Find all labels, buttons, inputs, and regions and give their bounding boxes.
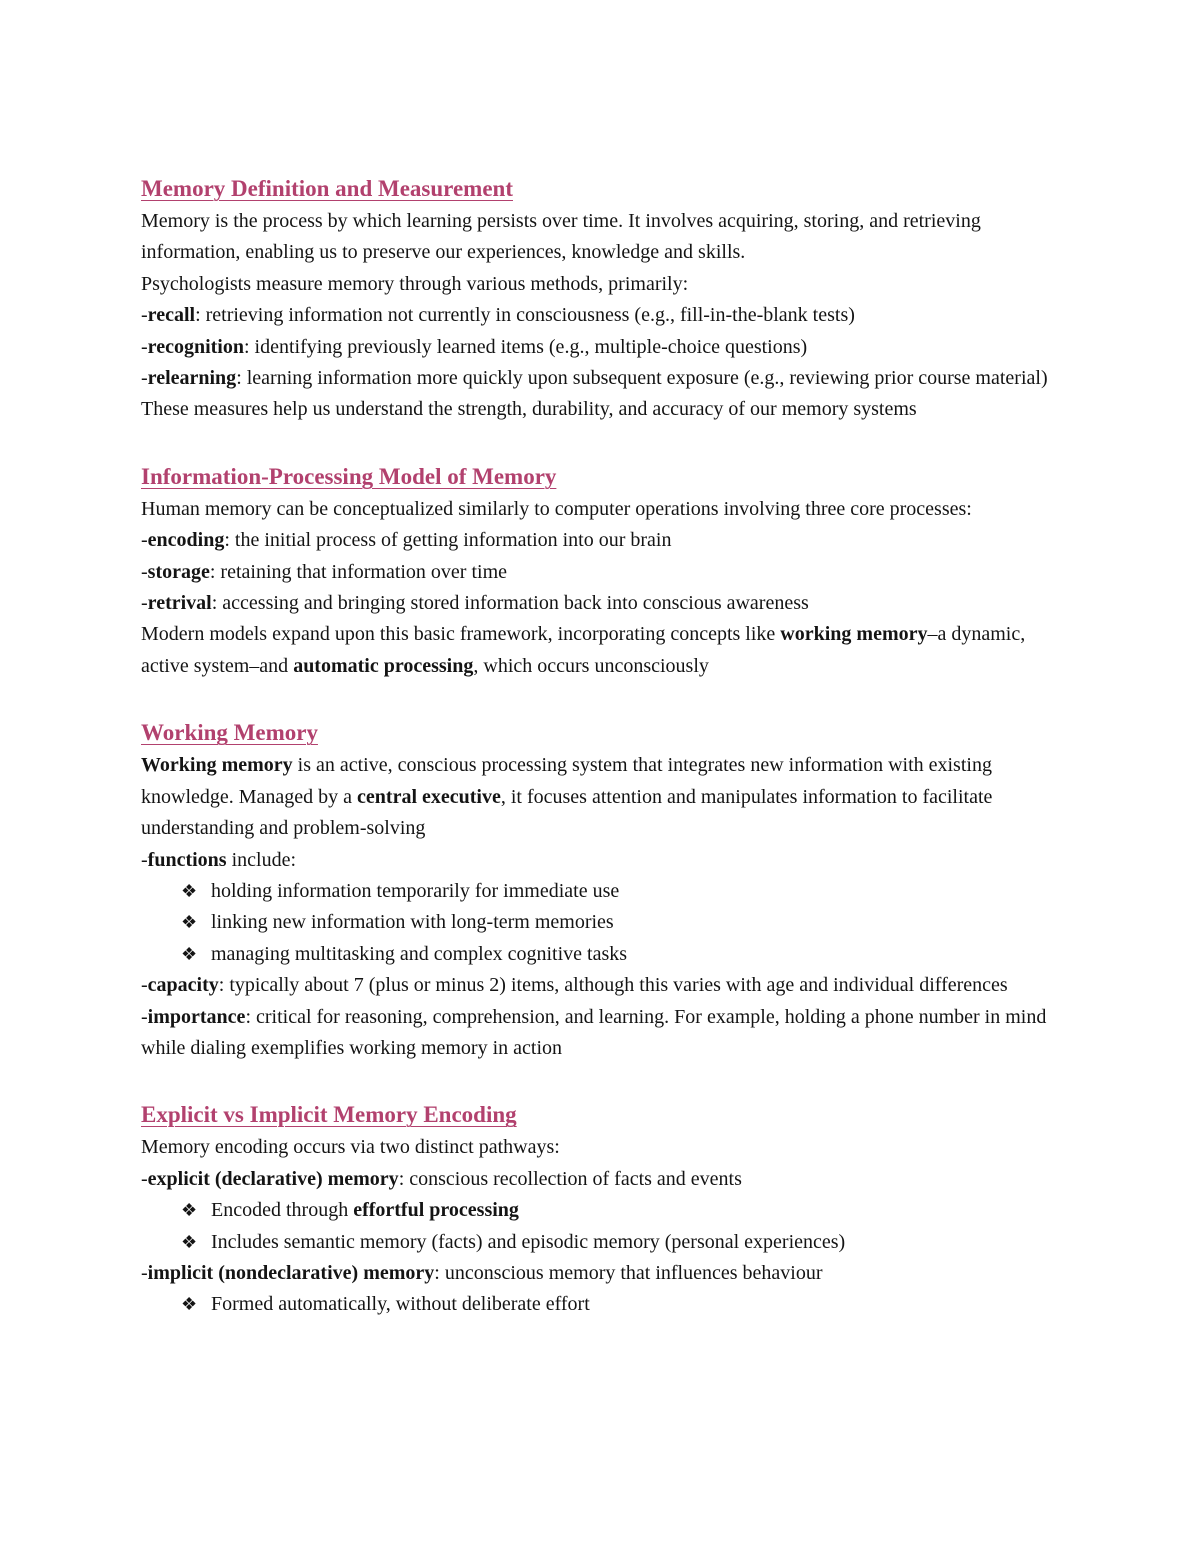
bullet-text: [211, 1195, 519, 1226]
text-run: Modern models expand upon this basic framework, incorporating concepts like: [141, 623, 781, 646]
paragraph-line: [141, 525, 1071, 556]
diamond-bullet-icon: ❖: [181, 880, 198, 901]
text-run: : retrieving information not currently in consciousness (e.g., fill-in-the-blank tests): [195, 304, 855, 327]
text-run: Human memory can be conceptualized similarly to computer operations involving three core processes:: [141, 497, 972, 520]
text-run: : unconscious memory that influences behaviour: [434, 1261, 823, 1284]
bullet-text: [211, 1289, 590, 1320]
paragraph-line: [141, 970, 1071, 1001]
text-run: -: [141, 848, 148, 871]
paragraph-line: [141, 1164, 1071, 1195]
bold-term: implicit (nondeclarative) memory: [147, 1261, 435, 1284]
bold-term: recall: [147, 304, 196, 327]
bullet-list: [141, 1195, 1071, 1258]
bullet-text: [211, 876, 619, 907]
bullet-item: [181, 939, 1071, 970]
text-run: Memory is the process by which learning persists over time. It involves acquiring, storing, and retrieving information, enabling us to preserve our experiences, knowledge and skills.: [141, 210, 981, 264]
bullet-item: [181, 1195, 1071, 1226]
paragraph-line: [141, 619, 1071, 682]
section-heading: Explicit vs Implicit Memory Encoding: [141, 1102, 517, 1128]
paragraph-line: [141, 363, 1071, 394]
text-run: -: [141, 592, 148, 615]
section: [141, 172, 1071, 426]
diamond-bullet-icon: ❖: [181, 1200, 198, 1221]
section-heading: Memory Definition and Measurement: [141, 176, 513, 201]
paragraph-line: [141, 750, 1071, 844]
text-run: -: [141, 974, 148, 997]
bold-term: importance: [147, 1005, 246, 1028]
text-run: : typically about 7 (plus or minus 2) items, although this varies with age and individual differences: [218, 974, 1008, 997]
paragraph-line: [141, 300, 1071, 331]
text-run: -: [141, 367, 148, 390]
bullet-item: [181, 876, 1071, 907]
paragraph-line: [141, 588, 1071, 619]
bold-term: retrival: [147, 592, 212, 615]
diamond-bullet-icon: ❖: [181, 912, 198, 933]
bold-term: encoding: [147, 529, 225, 552]
text-run: -: [141, 335, 148, 358]
paragraph-line: [141, 1002, 1071, 1065]
document-content: [141, 172, 1071, 1355]
text-run: -: [141, 529, 148, 552]
text-run: Psychologists measure memory through various methods, primarily:: [141, 272, 689, 295]
paragraph-line: [141, 1258, 1071, 1289]
paragraph-line: [141, 206, 1071, 269]
bold-term: functions: [147, 848, 227, 871]
paragraph-line: [141, 494, 1071, 525]
text-run: is an active, conscious processing system that integrates new information with existing knowledge. Managed by a: [141, 754, 992, 808]
paragraph-line: [141, 845, 1071, 876]
diamond-bullet-icon: ❖: [181, 1231, 198, 1252]
text-run: These measures help us understand the strength, durability, and accuracy of our memory systems: [141, 398, 917, 421]
section: [141, 460, 1071, 682]
bold-term: recognition: [147, 335, 244, 358]
text-run: : accessing and bringing stored information back into conscious awareness: [211, 592, 809, 615]
text-run: , it focuses attention and manipulates information to facilitate understanding and problem-solving: [141, 785, 993, 840]
section-heading: Information-Processing Model of Memory: [141, 463, 557, 489]
text-run: : learning information more quickly upon subsequent exposure (e.g., reviewing prior course material): [236, 367, 1048, 390]
bullet-list: [141, 876, 1071, 970]
paragraph-line: [141, 269, 1071, 300]
bullet-text: [211, 939, 627, 970]
text-run: holding information temporarily for immediate use: [211, 879, 620, 902]
text-run: : retaining that information over time: [209, 560, 508, 583]
bold-term: automatic processing: [293, 654, 474, 677]
bold-term: Working memory: [141, 754, 293, 777]
bullet-text: [211, 907, 614, 938]
section: [141, 1098, 1071, 1320]
paragraph-line: [141, 332, 1071, 363]
diamond-bullet-icon: ❖: [181, 1294, 198, 1315]
text-run: -: [141, 1005, 148, 1028]
bullet-item: [181, 907, 1071, 938]
text-run: : identifying previously learned items (e.g., multiple-choice questions): [243, 335, 808, 358]
text-run: linking new information with long-term memories: [211, 911, 614, 934]
paragraph-line: [141, 1132, 1071, 1163]
bold-term: central executive: [357, 785, 501, 808]
text-run: include:: [226, 848, 297, 871]
text-run: managing multitasking and complex cognitive tasks: [211, 942, 628, 965]
text-run: , which occurs unconsciously: [473, 654, 709, 677]
text-run: Formed automatically, without deliberate effort: [211, 1293, 590, 1316]
section: [141, 716, 1071, 1064]
text-run: Memory encoding occurs via two distinct pathways:: [141, 1136, 560, 1159]
text-run: –a dynamic, active system–and: [141, 623, 1026, 677]
bold-term: explicit (declarative) memory: [147, 1167, 399, 1190]
section-heading: Working Memory: [141, 720, 318, 746]
bullet-item: [181, 1289, 1071, 1320]
text-run: : critical for reasoning, comprehension, and learning. For example, holding a phone number in mind while dialing exemplifies working memory in action: [141, 1005, 1047, 1059]
bullet-text: [211, 1227, 845, 1258]
bullet-item: [181, 1227, 1071, 1258]
text-run: -: [141, 304, 148, 327]
bullet-list: [141, 1289, 1071, 1320]
text-run: Includes semantic memory (facts) and episodic memory (personal experiences): [211, 1230, 846, 1253]
paragraph-line: [141, 557, 1071, 588]
paragraph-line: [141, 394, 1071, 425]
text-run: : the initial process of getting information into our brain: [224, 529, 672, 552]
bold-term: effortful processing: [353, 1199, 519, 1222]
diamond-bullet-icon: ❖: [181, 943, 198, 964]
text-run: -: [141, 1167, 148, 1190]
text-run: Encoded through: [211, 1199, 354, 1222]
text-run: : conscious recollection of facts and events: [398, 1167, 742, 1190]
bold-term: storage: [147, 560, 210, 583]
bold-term: capacity: [147, 974, 219, 997]
bold-term: relearning: [147, 367, 237, 390]
text-run: -: [141, 1261, 148, 1284]
bold-term: working memory: [780, 623, 928, 646]
text-run: -: [141, 560, 148, 583]
